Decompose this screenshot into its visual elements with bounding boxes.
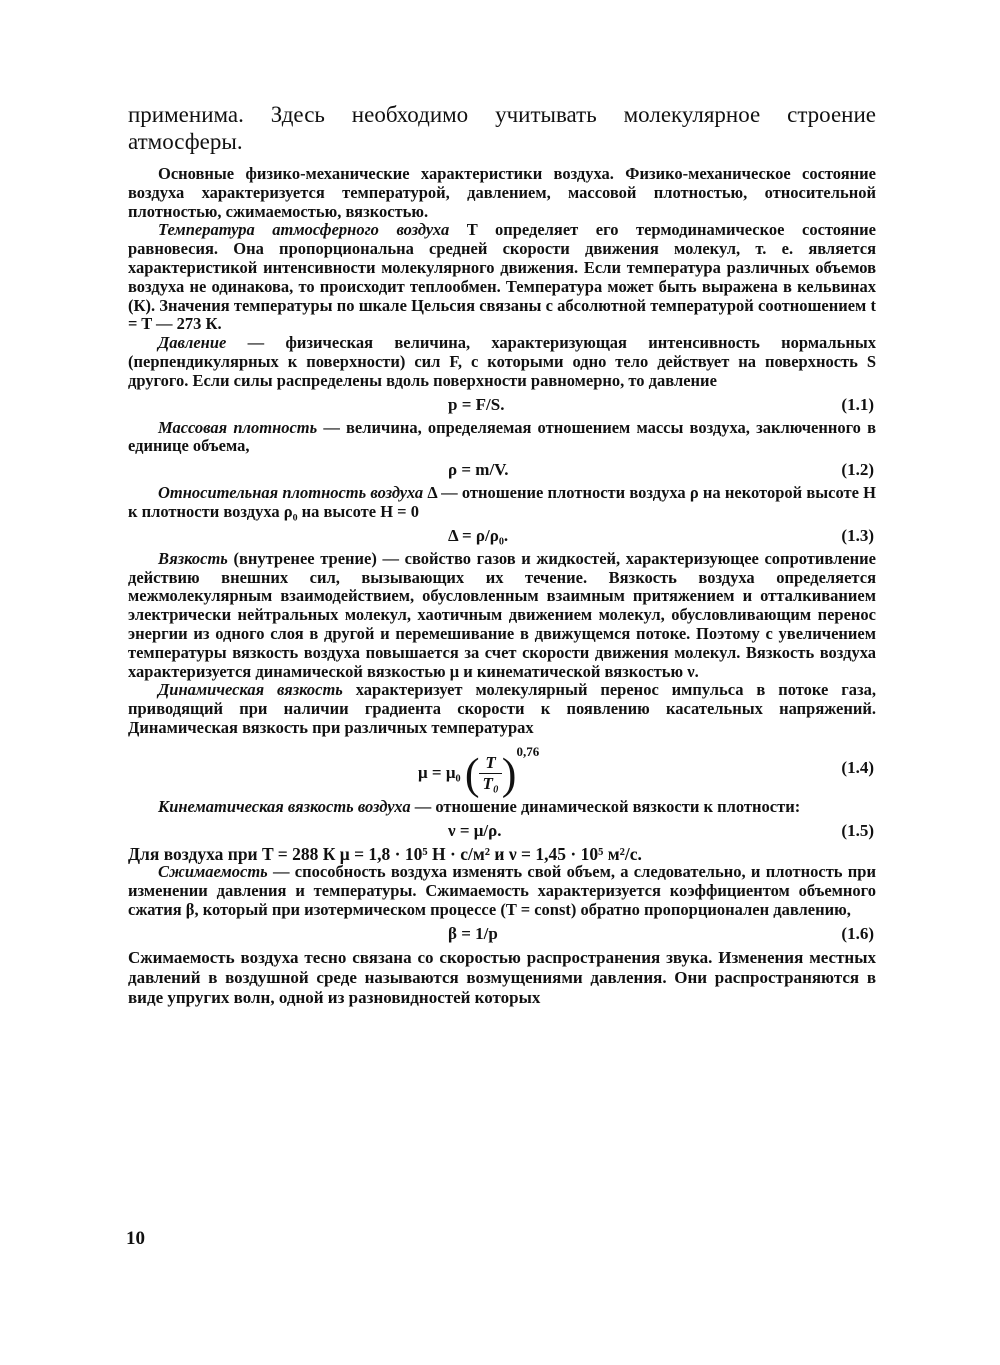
viscosity-term: Вязкость [158,548,228,568]
equation-exponent: 0,76 [516,743,540,759]
page-number: 10 [126,1228,145,1249]
compressibility-paragraph [128,863,876,919]
right-paren: ) [501,749,517,799]
equation-formula: p = F/S. [448,394,505,414]
left-paren: ( [464,749,480,799]
pressure-paragraph [128,334,876,390]
equation-formula: ρ = m/V. [448,460,509,480]
equation-number: (1.1) [841,394,874,414]
closing-paragraph: Сжимаемость воздуха тесно связана со скоростью распространения звука. Изменения местных давлений в воздушной среде называются возмущениями давления. Они распространяются в виде упругих волн, одной из разновидностей которых [128,947,876,1007]
mass-density-text: — величина, определяемая отношением массы воздуха, заключенного в единице объема, [128,417,876,456]
relative-density-paragraph [128,484,876,522]
pressure-text: — физическая величина, характеризующая интенсивность нормальных (перпендикулярных к поверхности) сил F, с которыми одно тело действует на поверхность S другого. Если силы распределены вдоль поверхности равномерно, то давление [128,333,876,390]
equation-number: (1.4) [841,757,874,777]
temperature-term: Температура атмосферного воздуха [158,220,450,240]
equation-1-5 [128,817,876,845]
section-text: Физико-механическое состояние воздуха характеризуется температурой, давлением, массовой плотностью, относительной плотностью, сжимаемостью, вязкостью. [128,164,877,221]
equation-formula: ν = μ/ρ. [448,820,502,840]
equation-number: (1.2) [841,460,874,480]
equation-1-4 [128,738,876,798]
kinematic-viscosity-text: — отношение динамической вязкости к плотности: [414,796,801,816]
pressure-term: Давление [158,333,227,353]
section-paragraph [128,165,876,221]
compressibility-term: Сжимаемость [158,862,268,882]
relative-density-text: Δ — отношение плотности воздуха ρ на некоторой высоте H к плотности воздуха ρ₀ на высоте H = 0 [128,483,877,521]
compressibility-text: — способность воздуха изменять свой объем, а следовательно, и плотность при изменении давления и температуры. Сжимаемость характеризуется коэффициентом объемного сжатия β, который при изотермическом процессе (T = const) обратно пропорционален давлению, [128,862,876,919]
equation-1-3 [128,522,876,550]
equation-formula: Δ = ρ/ρ₀. [448,525,509,545]
equation-formula: β = 1/p [448,923,498,943]
mass-density-term: Массовая плотность [158,417,318,437]
fraction [479,753,501,794]
equation-1-1 [128,391,876,419]
dynamic-viscosity-term: Динамическая вязкость [158,680,343,700]
equation-1-2 [128,456,876,484]
equation-lhs: μ = μ₀ [418,762,461,782]
temperature-paragraph [128,221,876,334]
dynamic-viscosity-paragraph [128,681,876,737]
intro-paragraph: применима. Здесь необходимо учитывать молекулярное строение атмосферы. [128,102,876,154]
equation-1-6 [128,920,876,948]
section-heading: Основные физико-механические характеристики воздуха. [158,164,614,183]
viscosity-paragraph [128,550,876,682]
temperature-text: T определяет его термодинамическое состояние равновесия. Она пропорциональна средней скорости движения молекул, т. е. является характеристикой интенсивности молекулярного движения. Если температура различных объемов воздуха не одинакова, то происходит теплообмен. Температура может быть выражена в кельвинах (К). Значения температуры по шкале Цельсия связаны с абсолютной температурой соотношением t = T — 273 К. [128,220,876,334]
fraction-denominator: T₀ [482,774,499,794]
fraction-numerator: T [479,753,501,774]
kinematic-viscosity-paragraph [128,798,876,817]
viscosity-text: (внутренее трение) — свойство газов и жидкостей, характеризующее сопротивление действию внешних сил, вызывающих их течение. Вязкость воздуха определяется межмолекулярным взаимодействием, обусловленным взаимным притяжением и отталкиванием электрически нейтральных молекул, хаотичным движением молекул, обусловливающим перенос энергии из одного слоя в другой и перемешивание в движущемся потоке. Поэтому с увеличением температуры вязкость воздуха повышается за счет скорости движения молекул. Вязкость воздуха характеризуется динамической вязкостью μ и кинематической вязкостью ν. [128,548,877,681]
relative-density-term: Относительная плотность воздуха [158,483,424,503]
kinematic-viscosity-term: Кинематическая вязкость воздуха [158,796,411,816]
equation-number: (1.6) [841,923,874,943]
values-line: Для воздуха при T = 288 К μ = 1,8 · 10⁵ Н · с/м² и ν = 1,45 · 10⁵ м²/с. [128,843,642,864]
equation-number: (1.5) [841,820,874,840]
equation-number: (1.3) [841,525,874,545]
equation-formula [418,744,539,800]
mass-density-paragraph [128,419,876,457]
text-column [128,101,876,1008]
dynamic-viscosity-text: характеризует молекулярный перенос импульса в потоке газа, приводящий при наличии градиента скорости к появлению касательных напряжений. Динамическая вязкость при различных температурах [128,680,877,737]
